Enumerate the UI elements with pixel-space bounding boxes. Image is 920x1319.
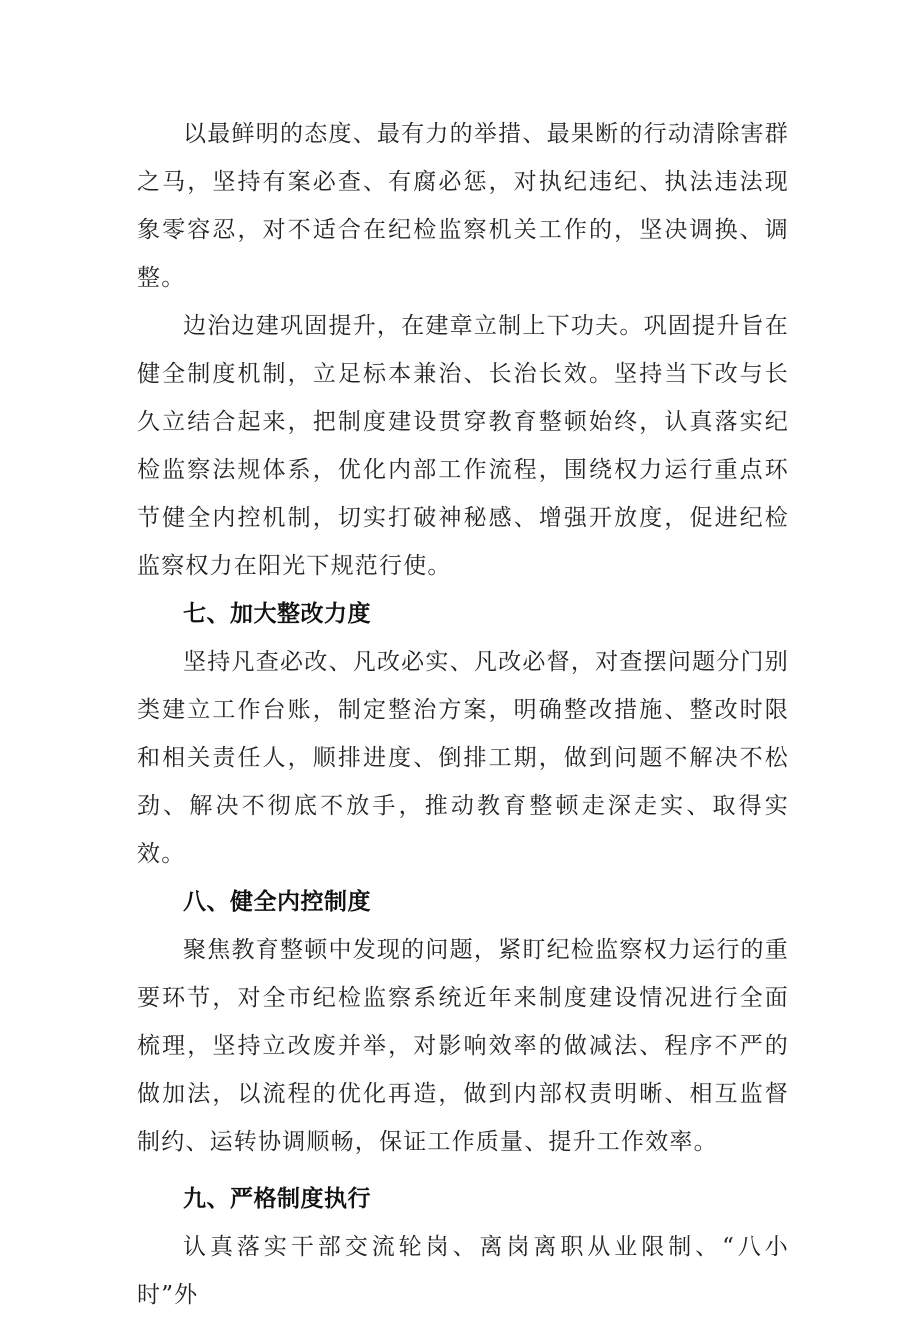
section-heading: 七、加大整改力度	[183, 601, 371, 627]
document-body	[137, 110, 789, 1319]
section-heading: 九、严格制度执行	[183, 1186, 371, 1212]
paragraph: 边治边建巩固提升，在建章立制上下功夫。巩固提升旨在健全制度机制，立足标本兼治、长治长效。坚持当下改与长久立结合起来，把制度建设贯穿教育整顿始终，认真落实纪检监察法规体系，优化内部工作流程，围绕权力运行重点环节健全内控机制，切实打破神秘感、增强开放度，促进纪检监察权力在阳光下规范行使。	[137, 313, 789, 579]
section-heading: 八、健全内控制度	[183, 889, 371, 915]
paragraph: 认真落实干部交流轮岗、离岗离职从业限制、“八小时”外	[137, 1234, 789, 1308]
paragraph: 坚持凡查必改、凡改必实、凡改必督，对查摆问题分门别类建立工作台账，制定整治方案，明确整改措施、整改时限和相关责任人，顺排进度、倒排工期，做到问题不解决不松劲、解决不彻底不放手，推动教育整顿走深走实、取得实效。	[137, 649, 789, 867]
paragraph: 以最鲜明的态度、最有力的举措、最果断的行动清除害群之马，坚持有案必查、有腐必惩，对执纪违纪、执法违法现象零容忍，对不适合在纪检监察机关工作的，坚决调换、调整。	[137, 121, 789, 291]
paragraph: 聚焦教育整顿中发现的问题，紧盯纪检监察权力运行的重要环节，对全市纪检监察系统近年来制度建设情况进行全面梳理，坚持立改废并举，对影响效率的做减法、程序不严的做加法，以流程的优化再造，做到内部权责明晰、相互监督制约、运转协调顺畅，保证工作质量、提升工作效率。	[137, 937, 789, 1155]
